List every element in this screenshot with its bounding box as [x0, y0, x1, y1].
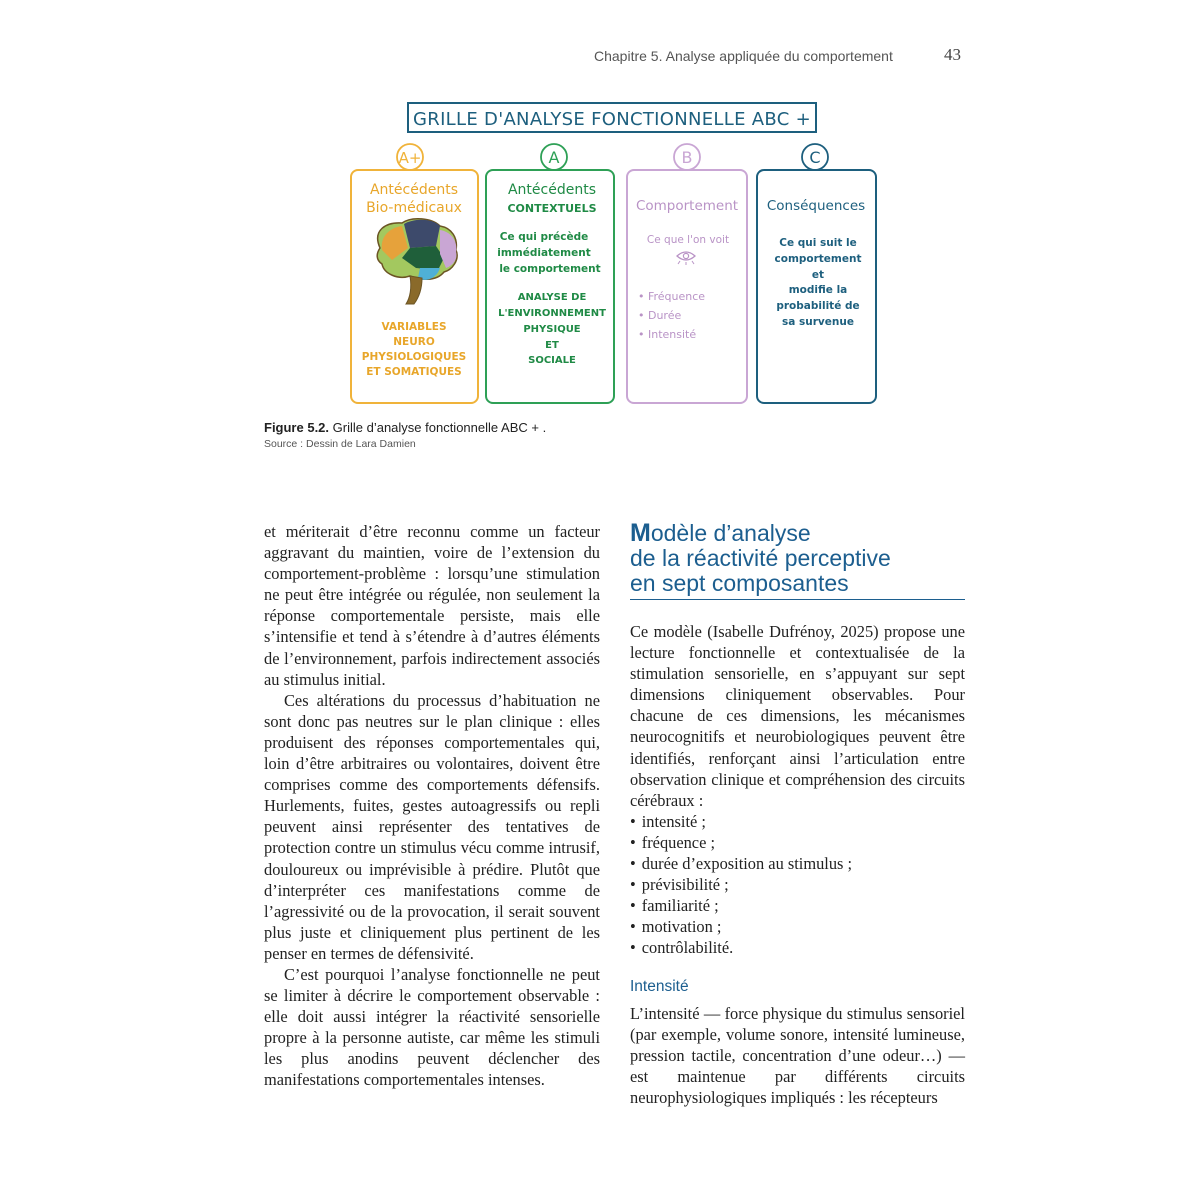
- list-item: • motivation ;: [630, 916, 965, 937]
- panel-aplus: [351, 144, 478, 403]
- panel-a-heading-2: CONTEXTUELS: [507, 202, 597, 215]
- panel-c-body-3: et: [811, 269, 825, 281]
- page-number: 43: [944, 45, 961, 64]
- section-heading-initial: M: [630, 519, 651, 547]
- section-heading: [630, 521, 965, 600]
- subheading-intensite: Intensité: [630, 977, 689, 995]
- list-item: • familiarité ;: [630, 895, 965, 916]
- caption-label: Figure 5.2.: [264, 420, 330, 435]
- panel-b-item-1: • Fréquence: [638, 290, 706, 303]
- left-paragraph-2: Ces altérations du processus d’habituation ne sont donc pas neutres sur le plan clinique : elles produisent des réponses comportementales qui, loin d’être arbitraires ou volontaires, doivent être comprises comme des comportements défensifs. Hurlements, fuites, gestes autoagressifs ou repli peuvent ainsi représenter des tentatives de protection contre un stimulus vécu comme intrusif, douloureux ou imprévisible à prédire. Plutôt que d’interpréter ces manifestations comme de l’agressivité ou de la provocation, il serait souvent plus juste et cliniquement plus pertinent de les penser en termes de défensivité.: [264, 690, 600, 963]
- panel-c-body-4: modifie la: [788, 284, 848, 296]
- panel-aplus-body-4: ET SOMATIQUES: [366, 366, 462, 378]
- letter-aplus: A+: [398, 149, 422, 167]
- brain-icon: [377, 219, 457, 304]
- section-heading-line-1: odèle d’analyse: [650, 520, 811, 546]
- list-item: • fréquence ;: [630, 832, 965, 853]
- panel-c-body-2: comportement: [774, 253, 862, 265]
- panel-b: [627, 144, 747, 403]
- panel-a-heading-1: Antécédents: [507, 182, 597, 198]
- dimension-list: [630, 811, 965, 959]
- letter-b: B: [681, 148, 693, 167]
- intensite-paragraph: L’intensité — force physique du stimulus sensoriel (par exemple, volume sonore, intensité lumineuse, pression tactile, concentration d’une odeur…) — est maintenue par différents circuits neurophysiologiques impliqués : les récepteurs: [630, 1003, 965, 1107]
- section-intro: Ce modèle (Isabelle Dufrénoy, 2025) propose une lecture fonctionnelle et contextualisée de la stimulation sensorielle, en s’appuyant sur sept dimensions cliniquement observables. Pour chacune de ces dimensions, les mécanismes neurocognitifs et neurobiologiques peuvent être identifiés, renforçant ainsi l’articulation entre observation clinique et compréhension des circuits cérébraux :: [630, 622, 965, 810]
- right-column: [630, 621, 965, 1108]
- list-item: • intensité ;: [630, 811, 965, 832]
- panel-a-body-5: SOCIALE: [528, 355, 576, 366]
- eye-icon: [677, 252, 695, 265]
- panel-a-body-3: PHYSIQUE: [523, 324, 581, 335]
- panel-b-heading: Comportement: [635, 198, 739, 214]
- panel-aplus-heading-2: Bio-médicaux: [366, 200, 462, 216]
- panel-c: [757, 144, 876, 403]
- running-head: Chapitre 5. Analyse appliquée du comportement: [594, 48, 893, 64]
- list-item: • durée d’exposition au stimulus ;: [630, 853, 965, 874]
- letter-a: A: [548, 148, 560, 167]
- panel-a: [486, 144, 614, 403]
- section-heading-line-2: de la réactivité perceptive: [630, 545, 891, 571]
- left-column: [264, 521, 600, 1091]
- panel-aplus-body-1: VARIABLES: [381, 321, 447, 333]
- panel-c-body-5: probabilité de: [776, 300, 860, 312]
- panel-a-intro-2: immédiatement: [497, 247, 591, 259]
- panel-a-body-4: ET: [545, 340, 559, 351]
- panel-aplus-heading-1: Antécédents: [369, 182, 459, 198]
- panel-a-intro-1: Ce qui précède: [499, 231, 589, 243]
- panel-a-body-2: L'ENVIRONNEMENT: [498, 308, 606, 319]
- panel-aplus-body-3: PHYSIOLOGIQUES: [361, 351, 467, 363]
- panel-b-item-2: • Durée: [638, 309, 682, 322]
- list-item: • contrôlabilité.: [630, 937, 965, 958]
- panel-a-body-1: ANALYSE DE: [517, 292, 587, 303]
- panel-b-item-3: • Intensité: [638, 328, 697, 341]
- list-item: • prévisibilité ;: [630, 874, 965, 895]
- caption-text: Grille d’analyse fonctionnelle ABC + .: [329, 420, 547, 435]
- panel-b-intro: Ce que l'on voit: [646, 234, 730, 246]
- panel-aplus-body-2: NEURO: [393, 336, 435, 348]
- section-heading-line-3: en sept composantes: [630, 570, 849, 596]
- left-paragraph-3: C’est pourquoi l’analyse fonctionnelle ne peut se limiter à décrire le comportement observable : elle doit aussi intégrer la réactivité sensorielle propre à la personne autiste, car même les stimuli les plus anodins peuvent déclencher des manifestations comportementales intenses.: [264, 964, 600, 1090]
- left-paragraph-1: et mériterait d’être reconnu comme un facteur aggravant du maintien, voire de l’extension du comportement-problème : lorsqu’une stimulation ne peut être intégrée ou régulée, non seulement la réponse comportementale persiste, mais elle s’intensifie et tend à s’étendre à d’autres éléments de l’environnement, parfois indirectement associés au stimulus initial.: [264, 522, 600, 689]
- figure-caption: [264, 420, 546, 435]
- figure-title: GRILLE D'ANALYSE FONCTIONNELLE ABC +: [413, 109, 811, 130]
- figure-source: Source : Dessin de Lara Damien: [264, 438, 416, 450]
- panel-c-heading: Conséquences: [766, 198, 866, 214]
- letter-c: C: [809, 148, 821, 167]
- panel-c-body-6: sa survenue: [782, 316, 854, 328]
- panel-a-intro-3: le comportement: [499, 263, 601, 275]
- panel-c-body-1: Ce qui suit le: [779, 237, 857, 249]
- figure-abc-grid: [340, 98, 885, 410]
